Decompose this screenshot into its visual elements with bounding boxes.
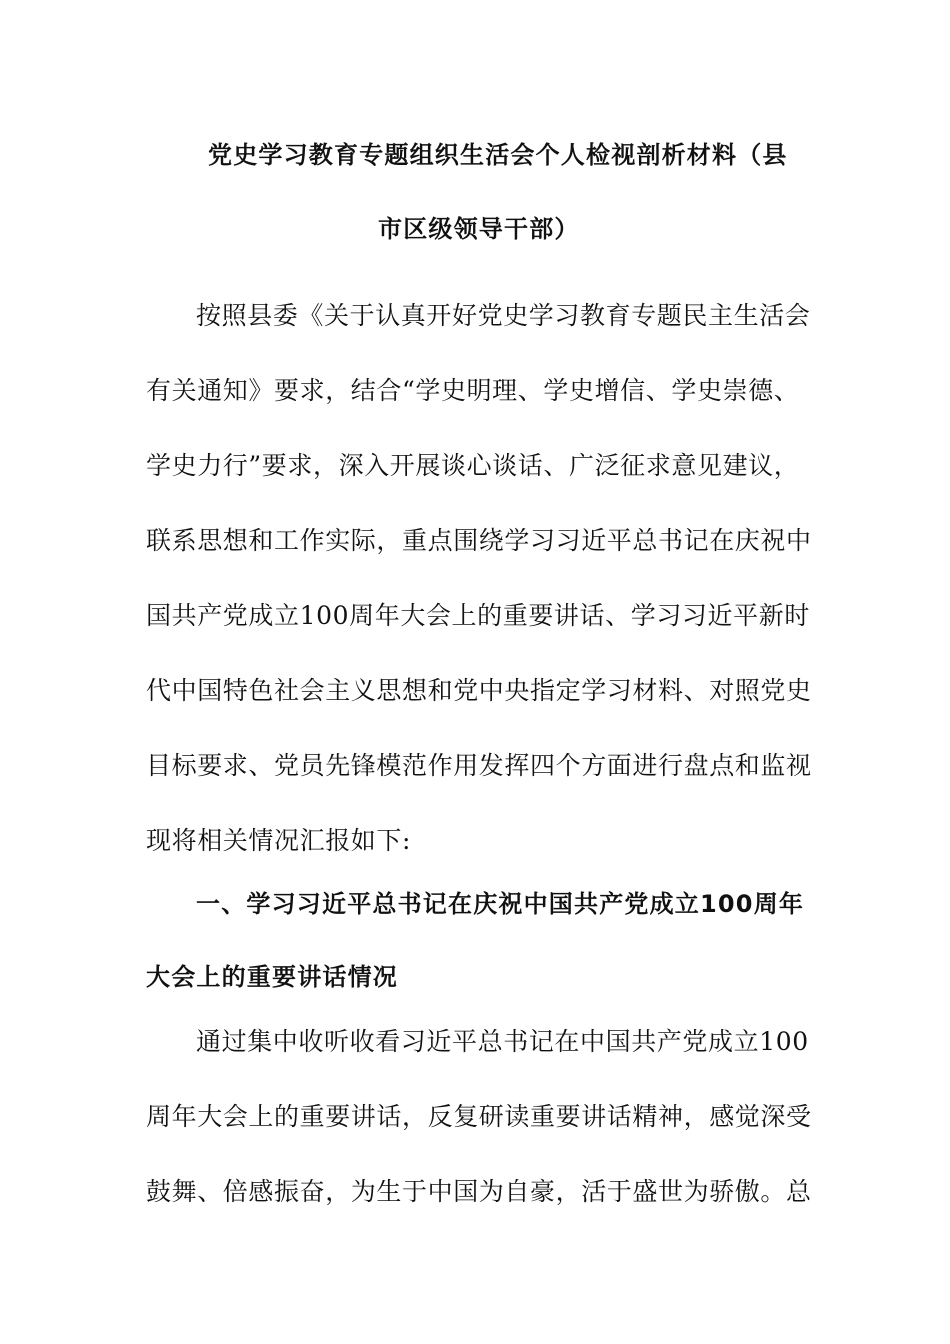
paragraph-1-line-4: 联系思想和工作实际，重点围绕学习习近平总书记在庆祝中 [146, 526, 812, 555]
section-heading-1-line-2: 大会上的重要讲话情况 [146, 963, 398, 991]
paragraph-1-line-5: 国共产党成立100周年大会上的重要讲话、学习习近平新时 [146, 601, 810, 630]
paragraph-1-line-7: 目标要求、党员先锋模范作用发挥四个方面进行盘点和监视 [146, 751, 812, 780]
document-title-line-2: 市区级领导干部） [378, 215, 580, 243]
paragraph-1-line-8: 现将相关情况汇报如下: [146, 826, 412, 855]
paragraph-1-line-2: 有关通知》要求，结合“学史明理、学史增信、学史崇德、 [146, 376, 800, 405]
section-heading-1-line-1: 一、学习习近平总书记在庆祝中国共产党成立100周年 [196, 890, 805, 918]
paragraph-2-line-3: 鼓舞、倍感振奋，为生于中国为自豪，活于盛世为骄傲。总 [146, 1177, 812, 1206]
paragraph-2-line-1: 通过集中收听收看习近平总书记在中国共产党成立100 [196, 1027, 809, 1056]
paragraph-1-line-3: 学史力行”要求，深入开展谈心谈话、广泛征求意见建议， [146, 451, 800, 480]
document-title-line-1: 党史学习教育专题组织生活会个人检视剖析材料（县 [208, 141, 788, 169]
paragraph-2-line-2: 周年大会上的重要讲话，反复研读重要讲话精神，感觉深受 [146, 1102, 812, 1131]
paragraph-1-line-6: 代中国特色社会主义思想和党中央指定学习材料、对照党史 [146, 676, 812, 705]
paragraph-1-line-1: 按照县委《关于认真开好党史学习教育专题民主生活会 [196, 301, 811, 330]
